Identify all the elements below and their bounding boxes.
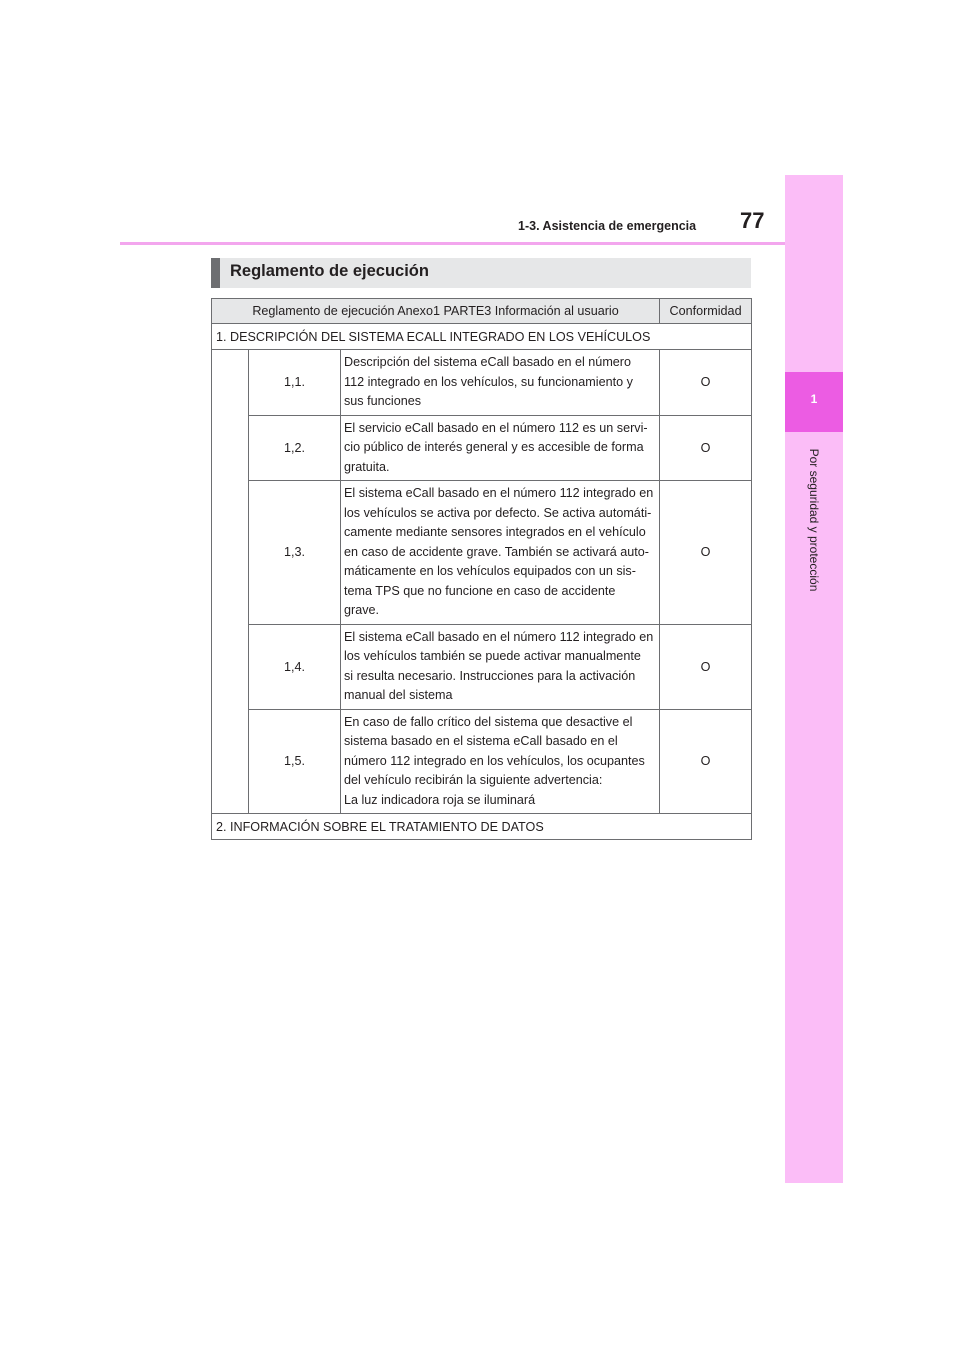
section-row-1: 1. DESCRIPCIÓN DEL SISTEMA ECALL INTEGRADO EN LOS VEHÍCULOS bbox=[212, 324, 752, 350]
desc-line: La luz indicadora roja se iluminará bbox=[344, 792, 536, 807]
desc-line: si resulta necesario. Instrucciones para la activación bbox=[344, 668, 636, 683]
row-conformity: O bbox=[660, 624, 752, 709]
row-description bbox=[341, 350, 660, 416]
desc-line: sus funciones bbox=[344, 394, 422, 408]
desc-line: número 112 integrado en los vehículos, los ocupantes bbox=[344, 753, 645, 768]
row-conformity: O bbox=[660, 481, 752, 625]
header-rule bbox=[120, 242, 785, 245]
desc-line: En caso de fallo crítico del sistema que desactive el bbox=[344, 714, 633, 729]
desc-line: 112 integrado en los vehículos, su funcionamiento y bbox=[344, 374, 633, 389]
desc-line: El servicio eCall basado en el número 112 es un servi- bbox=[344, 420, 648, 435]
page-number: 77 bbox=[740, 208, 765, 233]
desc-line: los vehículos se activa por defecto. Se activa automáti- bbox=[344, 505, 652, 520]
row-number: 1,2. bbox=[249, 415, 341, 481]
desc-line: El sistema eCall basado en el número 112 integrado en bbox=[344, 486, 654, 500]
header-conformity: Conformidad bbox=[660, 299, 752, 324]
row-conformity: O bbox=[660, 350, 752, 416]
table-header-row bbox=[212, 299, 752, 324]
chapter-side-tab bbox=[785, 175, 843, 1183]
row-description bbox=[341, 415, 660, 481]
table-row bbox=[212, 624, 752, 709]
row-description bbox=[341, 709, 660, 814]
desc-line: del vehículo recibirán la siguiente advertencia: bbox=[344, 773, 603, 787]
desc-line: tema TPS que no funcione en caso de accidente bbox=[344, 583, 616, 598]
desc-line: sistema basado en el sistema eCall basado en el bbox=[344, 734, 618, 748]
desc-line: cio público de interés general y es accesible de forma bbox=[344, 440, 644, 454]
desc-line: Descripción del sistema eCall basado en el número bbox=[344, 355, 632, 369]
desc-line: El sistema eCall basado en el número 112 integrado en bbox=[344, 629, 654, 644]
row-number: 1,5. bbox=[249, 709, 341, 814]
desc-line: gratuita. bbox=[344, 459, 390, 474]
header-info: Reglamento de ejecución Anexo1 PARTE3 Información al usuario bbox=[212, 299, 660, 324]
row-number: 1,3. bbox=[249, 481, 341, 625]
table-row bbox=[212, 324, 752, 350]
table-row bbox=[212, 415, 752, 481]
chapter-label: Por seguridad y protección bbox=[807, 448, 821, 592]
row-description bbox=[341, 481, 660, 625]
table-row bbox=[212, 709, 752, 814]
table-row bbox=[212, 350, 752, 416]
row-number: 1,1. bbox=[249, 350, 341, 416]
section-row-2: 2. INFORMACIÓN SOBRE EL TRATAMIENTO DE DATOS bbox=[212, 814, 752, 840]
table-row bbox=[212, 814, 752, 840]
row-conformity: O bbox=[660, 709, 752, 814]
desc-line: los vehículos también se puede activar manualmente bbox=[344, 649, 641, 663]
desc-line: grave. bbox=[344, 603, 380, 617]
indent-cell bbox=[212, 350, 249, 814]
desc-line: camente mediante sensores integrados en el vehículo bbox=[344, 525, 646, 539]
desc-line: manual del sistema bbox=[344, 688, 453, 702]
desc-line: máticamente en los vehículos equipados con un sis- bbox=[344, 564, 636, 578]
desc-line: en caso de accidente grave. También se activará auto- bbox=[344, 544, 649, 559]
chapter-number: 1 bbox=[810, 392, 818, 406]
row-number: 1,4. bbox=[249, 624, 341, 709]
row-conformity: O bbox=[660, 415, 752, 481]
section-title-box bbox=[211, 258, 751, 288]
regulation-table bbox=[211, 298, 752, 840]
table-row bbox=[212, 481, 752, 625]
section-title: Reglamento de ejecución bbox=[230, 262, 429, 280]
section-header: 1-3. Asistencia de emergencia bbox=[518, 219, 697, 233]
row-description bbox=[341, 624, 660, 709]
